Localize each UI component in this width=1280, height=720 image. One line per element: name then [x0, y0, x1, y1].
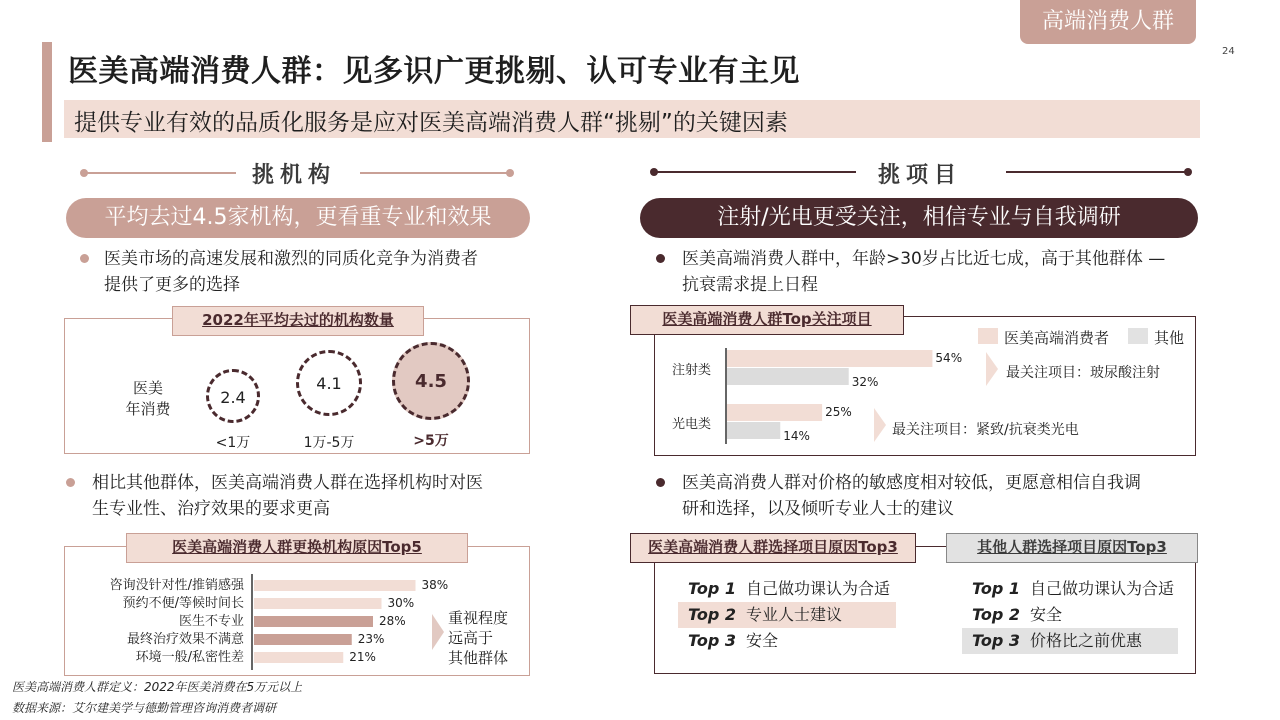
rank: Top 2	[688, 605, 736, 624]
right-bullet2-line2: 研和选择，以及倾听专业人士的建议	[682, 499, 954, 519]
reasons-bar	[254, 634, 352, 645]
circle-under-1w	[206, 369, 260, 423]
right-head-dot-right	[1184, 168, 1192, 176]
page-number: 24	[1222, 46, 1235, 57]
reasons-bar-chart	[64, 570, 449, 674]
focus-arrow-icon-1	[986, 352, 1000, 386]
left-bullet1-dot	[80, 254, 89, 263]
right-section-title: 挑项目	[878, 163, 963, 188]
focus-value-label: 25%	[825, 405, 852, 419]
circle-under-1w-label: <1万	[215, 435, 251, 451]
left-bullet2-line1: 相比其他群体，医美高端消费人群在选择机构时对医	[92, 473, 483, 493]
reason: 自己做功课认为合适	[746, 579, 891, 598]
left-bullet2-dot	[66, 478, 75, 487]
reason: 专业人士建议	[746, 605, 843, 624]
right-bullet1-line1: 医美高端消费人群中，年龄>30岁占比近七成，高于其他群体 —	[682, 249, 1166, 269]
reasons-arrow-icon	[432, 614, 446, 650]
rank: Top 1	[688, 579, 736, 598]
page-title: 医美高端消费人群：见多识广更挑剔、认可专业有主见	[68, 54, 800, 89]
left-bullet1	[104, 246, 478, 298]
right-bullet1-line2: 抗衰需求提上日程	[682, 275, 818, 295]
left-bullet2	[92, 470, 483, 522]
focus-value-label: 14%	[783, 429, 810, 443]
circle-1w-5w	[296, 350, 362, 416]
left-bullet2-line2: 生专业性、治疗效果的要求更高	[92, 499, 330, 519]
reasons-note-line1: 重视程度	[448, 609, 509, 627]
circle-over-5w-value: 4.5	[415, 371, 447, 392]
reasons-category-label: 环境一般/私密性差	[135, 650, 244, 665]
focus-tag: 医美高端消费人群Top关注项目	[630, 305, 904, 335]
top3-other-item-3	[962, 628, 1178, 654]
left-bullet1-line2: 提供了更多的选择	[104, 275, 240, 295]
focus-value-label: 54%	[935, 351, 963, 365]
left-head-line-right	[360, 172, 510, 174]
reasons-bar	[254, 598, 382, 609]
reasons-category-label: 医生不专业	[178, 614, 244, 629]
reasons-value-label: 30%	[387, 596, 415, 610]
reasons-tag: 医美高端消费人群更换机构原因Top5	[126, 533, 468, 563]
left-section-title: 挑机构	[252, 163, 337, 188]
reasons-note-line3: 其他群体	[448, 649, 509, 667]
top3-other-item-1	[962, 576, 1178, 602]
legend-label-high: 医美高端消费者	[1004, 329, 1110, 347]
circle-1w-5w-label: 1万-5万	[303, 435, 355, 451]
title-accent-bar	[42, 42, 52, 142]
focus-value-label: 32%	[851, 375, 879, 389]
circle-under-1w-value: 2.4	[220, 388, 246, 407]
section-tag: 高端消费人群	[1020, 0, 1196, 44]
right-head-line-right	[1006, 171, 1186, 173]
top3-high-item-1	[678, 576, 896, 602]
callout-optical: 最关注项目：紧致/抗衰类光电	[892, 422, 1079, 438]
footnote-definition: 医美高端消费人群定义：2022年医美消费在5万元以上	[12, 680, 303, 694]
legend-label-other: 其他	[1154, 329, 1185, 347]
top3-high-item-3	[678, 628, 896, 654]
left-bullet1-line1: 医美市场的高速发展和激烈的同质化竞争为消费者	[104, 249, 478, 269]
reasons-value-label: 28%	[379, 614, 406, 628]
top3-high-tag: 医美高端消费人群选择项目原因Top3	[630, 533, 916, 563]
reasons-category-label: 最终治疗效果不满意	[126, 632, 244, 647]
focus-category-label: 光电类	[672, 417, 712, 432]
top3-other-item-2	[962, 602, 1178, 628]
reason: 安全	[1030, 605, 1063, 624]
reason: 价格比之前优惠	[1030, 631, 1143, 650]
rank: Top 3	[688, 631, 736, 650]
focus-bar	[727, 368, 849, 385]
reasons-value-label: 23%	[357, 632, 385, 646]
focus-category-label: 注射类	[672, 363, 712, 378]
page-subtitle: 提供专业有效的品质化服务是应对医美高端消费人群“挑剔”的关键因素	[74, 110, 788, 136]
circle-1w-5w-value: 4.1	[316, 374, 342, 393]
reasons-bar	[254, 652, 343, 663]
row-label-line2: 年消费	[125, 400, 171, 418]
reasons-note	[448, 608, 508, 668]
left-pill: 平均去过4.5家机构，更看重专业和效果	[66, 198, 530, 238]
row-label-line1: 医美	[132, 379, 163, 397]
right-bullet2	[682, 470, 1141, 522]
footnote-source: 数据来源：艾尔建美学与德勤管理咨询消费者调研	[12, 701, 277, 715]
reasons-bar	[254, 616, 373, 627]
left-head-line-left	[86, 172, 236, 174]
right-head-line-left	[656, 171, 856, 173]
rank: Top 1	[972, 579, 1020, 598]
top3-high-item-2	[678, 602, 896, 628]
reasons-value-label: 38%	[421, 578, 449, 592]
reasons-category-label: 预约不便/等候时间长	[122, 596, 244, 611]
reasons-category-label: 咨询没针对性/推销感强	[109, 578, 244, 593]
rank: Top 2	[972, 605, 1020, 624]
callout-injection: 最关注项目：玻尿酸注射	[1006, 365, 1160, 381]
focus-bar	[727, 404, 822, 421]
institutions-row-label	[108, 378, 188, 420]
legend-swatch-high	[978, 328, 998, 344]
right-bullet2-dot	[656, 478, 665, 487]
left-head-dot-right	[506, 169, 514, 177]
right-pill: 注射/光电更受关注，相信专业与自我调研	[640, 198, 1198, 238]
reasons-bar	[254, 580, 416, 591]
top3-other-tag: 其他人群选择项目原因Top3	[946, 533, 1198, 563]
reason: 自己做功课认为合适	[1030, 579, 1175, 598]
circle-over-5w	[392, 342, 470, 420]
circle-over-5w-label: >5万	[413, 433, 449, 449]
focus-arrow-icon-2	[874, 408, 888, 442]
reasons-value-label: 21%	[349, 650, 376, 664]
right-bullet2-line1: 医美高消费人群对价格的敏感度相对较低，更愿意相信自我调	[682, 473, 1141, 493]
institutions-tag: 2022年平均去过的机构数量	[172, 306, 424, 336]
reason: 安全	[746, 631, 779, 650]
focus-bar	[727, 350, 932, 367]
focus-bar	[727, 422, 780, 439]
legend-swatch-other	[1128, 328, 1148, 344]
right-bullet1-dot	[656, 254, 665, 263]
right-bullet1	[682, 246, 1165, 298]
reasons-note-line2: 远高于	[448, 629, 494, 647]
rank: Top 3	[972, 631, 1020, 650]
